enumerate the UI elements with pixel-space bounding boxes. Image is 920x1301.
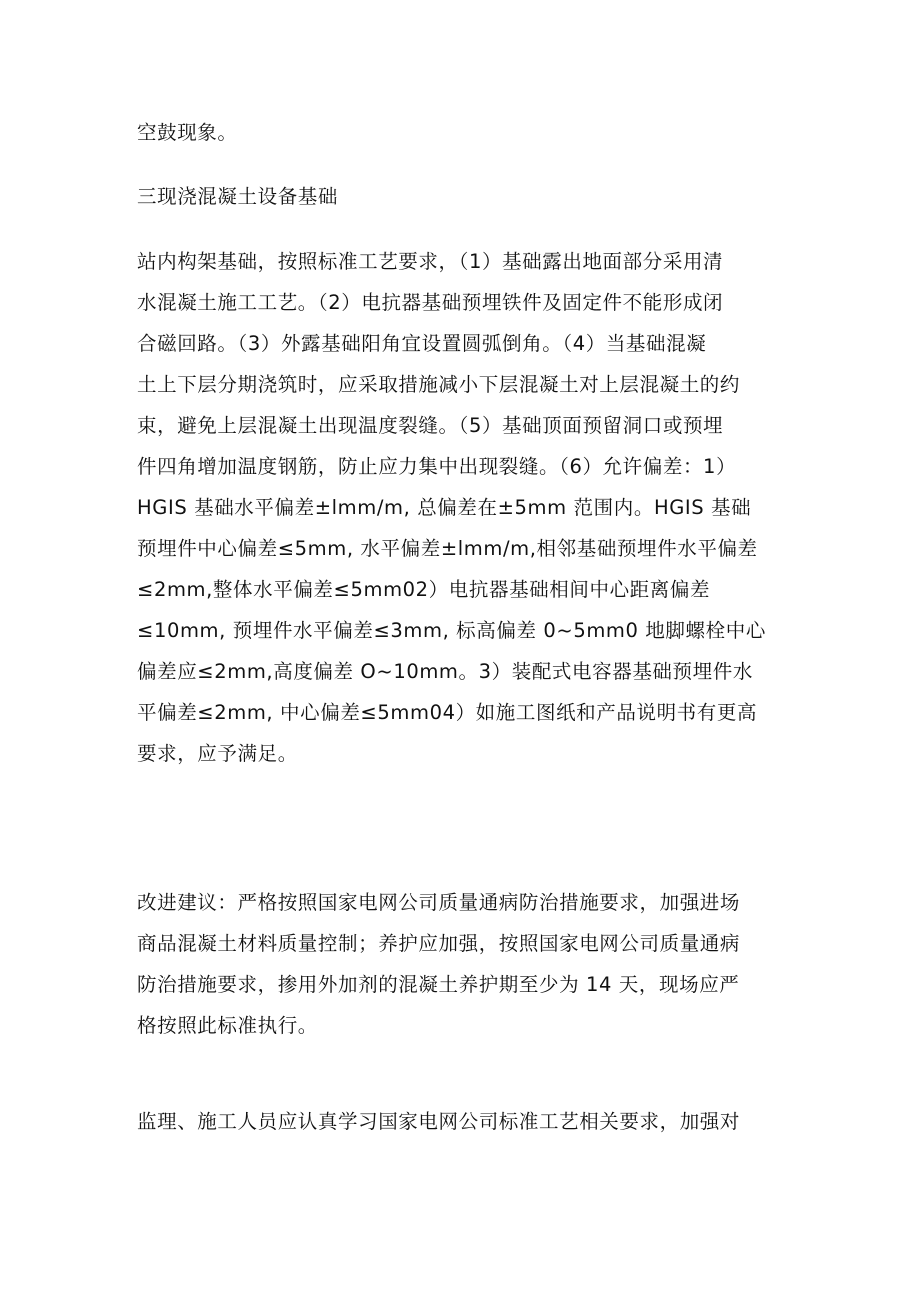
text-line: 土上下层分期浇筑时，应采取措施减小下层混凝土对上层混凝土的约 <box>137 373 741 396</box>
text-line: 件四角增加温度钢筋，防止应力集中出现裂缝。（6）允许偏差：1） <box>137 455 737 478</box>
text-line: 平偏差≤2mm, 中心偏差≤5mm04）如施工图纸和产品说明书有更高 <box>137 701 758 724</box>
text-line: 空鼓现象。 <box>137 121 238 144</box>
text-line: 合磁回路。（3）外露基础阳角宜设置圆弧倒角。（4）当基础混凝 <box>137 332 707 355</box>
text-line: 格按照此标准执行。 <box>137 1014 318 1037</box>
text-line: 预埋件中心偏差≤5mm, 水平偏差±lmm/m,相邻基础预埋件水平偏差 <box>137 537 758 560</box>
text-line: 改进建议：严格按照国家电网公司质量通病防治措施要求，加强进场 <box>137 891 741 914</box>
text-line: 商品混凝土材料质量控制；养护应加强，按照国家电网公司质量通病 <box>137 932 741 955</box>
text-line: 束，避免上层混凝土出现温度裂缝。（5）基础顶面预留洞口或预埋 <box>137 414 724 437</box>
paragraph-improvement-suggestions <box>137 882 787 1046</box>
text-line: 三现浇混凝土设备基础 <box>137 185 339 208</box>
text-line: 要求，应予满足。 <box>137 742 298 765</box>
text-line: 站内构架基础，按照标准工艺要求，（1）基础露出地面部分采用清 <box>137 250 724 273</box>
paragraph-hollowing-end <box>137 112 787 153</box>
text-line: 监理、施工人员应认真学习国家电网公司标准工艺相关要求，加强对 <box>137 1110 741 1133</box>
section-heading-cast-in-place-foundation <box>137 176 787 217</box>
paragraph-supervision-training <box>137 1101 787 1142</box>
text-line: HGIS 基础水平偏差±lmm/m, 总偏差在±5mm 范围内。HGIS 基础 <box>137 496 752 519</box>
text-line: 防治措施要求，掺用外加剂的混凝土养护期至少为 14 天，现场应严 <box>137 973 740 996</box>
text-line: ≤10mm, 预埋件水平偏差≤3mm, 标高偏差 0~5mm0 地脚螺栓中心 <box>137 619 766 642</box>
paragraph-foundation-requirements <box>137 241 787 774</box>
text-line: 水混凝土施工工艺。（2）电抗器基础预埋铁件及固定件不能形成闭 <box>137 291 724 314</box>
text-line: 偏差应≤2mm,高度偏差 O~10mm。3）装配式电容器基础预埋件水 <box>137 660 753 683</box>
text-line: ≤2mm,整体水平偏差≤5mm02）电抗器基础相间中心距离偏差 <box>137 578 711 601</box>
